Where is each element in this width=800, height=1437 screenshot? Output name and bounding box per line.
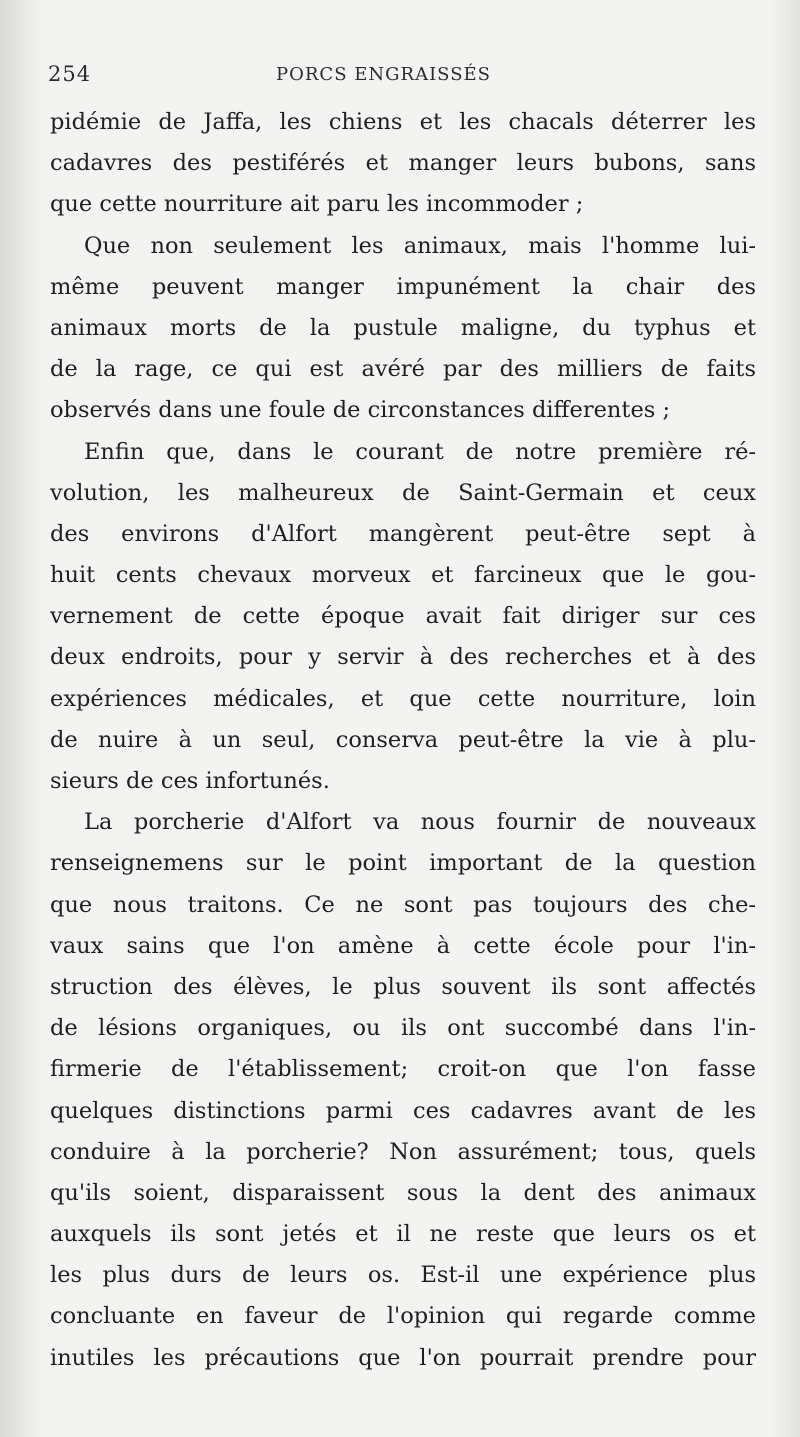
text-line: animaux morts de la pustule maligne, du typhus et xyxy=(50,314,756,341)
text-line: qu'ils soient, disparaissent sous la dent des animaux xyxy=(50,1179,756,1206)
page-edge-shadow-right xyxy=(770,0,800,1437)
text-line: de lésions organiques, ou ils ont succombé dans l'in- xyxy=(50,1015,756,1042)
text-line: volution, les malheureux de Saint-Germain et ceux xyxy=(50,479,756,506)
text-line: pidémie de Jaffa, les chiens et les chacals déterrer les xyxy=(50,109,756,135)
text-line: huit cents chevaux morveux et farcineux que le gou- xyxy=(50,562,756,589)
text-line: concluante en faveur de l'opinion qui regarde comme xyxy=(50,1303,756,1330)
text-line: Que non seulement les animaux, mais l'homme lui- xyxy=(84,232,756,259)
page-number: 254 xyxy=(48,62,92,86)
text-line: observés dans une foule de circonstances differentes ; xyxy=(50,397,671,424)
text-line: quelques distinctions parmi ces cadavres avant de les xyxy=(50,1097,756,1124)
text-line: struction des élèves, le plus souvent ils sont affectés xyxy=(50,973,756,1000)
page-edge-shadow-left xyxy=(0,0,42,1437)
text-line: expériences médicales, et que cette nourriture, loin xyxy=(50,685,756,712)
text-line: que nous traitons. Ce ne sont pas toujours des che- xyxy=(50,891,756,918)
text-line: les plus durs de leurs os. Est-il une expérience plus xyxy=(50,1262,756,1289)
text-line: de nuire à un seul, conserva peut-être la vie à plu- xyxy=(50,726,756,753)
text-line: vaux sains que l'on amène à cette école pour l'in- xyxy=(50,932,756,959)
text-line: auxquels ils sont jetés et il ne reste que leurs os et xyxy=(50,1221,756,1248)
text-line: même peuvent manger impunément la chair des xyxy=(50,273,756,300)
text-line: inutiles les précautions que l'on pourrait prendre pour xyxy=(50,1344,756,1371)
text-line: des environs d'Alfort mangèrent peut-être sept à xyxy=(50,520,756,547)
text-line: deux endroits, pour y servir à des recherches et à des xyxy=(50,644,756,671)
text-line: de la rage, ce qui est avéré par des milliers de faits xyxy=(50,356,756,383)
page-header xyxy=(48,62,748,92)
text-line: que cette nourriture ait paru les incommoder ; xyxy=(50,191,584,218)
text-line: vernement de cette époque avait fait diriger sur ces xyxy=(50,603,756,630)
text-line: renseignemens sur le point important de la question xyxy=(50,850,756,877)
running-head: PORCS ENGRAISSÉS xyxy=(276,64,491,85)
text-line: cadavres des pestiférés et manger leurs bubons, sans xyxy=(50,150,756,177)
text-line: Enfin que, dans le courant de notre première ré- xyxy=(84,438,756,465)
text-line: conduire à la porcherie? Non assurément; tous, quels xyxy=(50,1138,756,1165)
text-line: firmerie de l'établissement; croit-on que l'on fasse xyxy=(50,1056,756,1083)
text-line: sieurs de ces infortunés. xyxy=(50,768,330,794)
text-line: La porcherie d'Alfort va nous fournir de nouveaux xyxy=(84,809,756,836)
body-text xyxy=(50,102,756,1379)
